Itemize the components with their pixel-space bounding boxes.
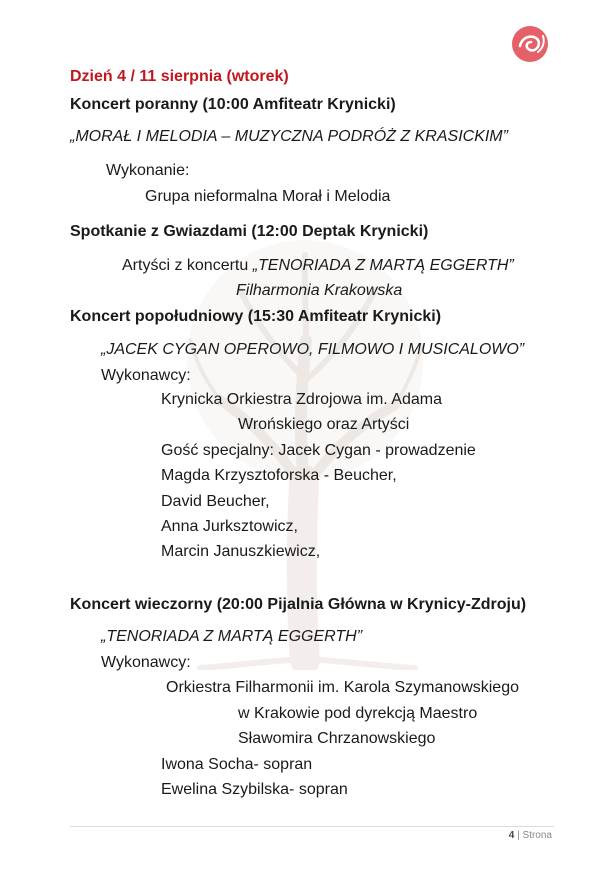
afternoon-performers-label: Wykonawcy: [101, 367, 191, 384]
footer-divider [70, 826, 554, 827]
afternoon-performer-line: Magda Krzysztoforska - Beucher, [161, 467, 397, 484]
evening-performers-label: Wykonawcy: [101, 654, 191, 671]
evening-performer-line: Orkiestra Filharmonii im. Karola Szymanowskiego [166, 679, 519, 696]
evening-performer-line: Ewelina Szybilska- sopran [161, 781, 348, 798]
afternoon-performer-line: Gość specjalny: Jacek Cygan - prowadzenie [161, 442, 476, 459]
meet-stars-org: Filharmonia Krakowska [236, 282, 403, 299]
morning-performers-label: Wykonanie: [106, 162, 190, 179]
meet-stars-artists-prefix: Artyści z koncertu [122, 257, 253, 274]
page-number: 4 [508, 830, 515, 841]
morning-concert-work: „MORAŁ I MELODIA – MUZYCZNA PODRÓŻ Z KRASICKIM” [70, 128, 508, 145]
footer-separator: | [517, 830, 520, 841]
evening-performer-line: Sławomira Chrzanowskiego [238, 730, 436, 747]
afternoon-performer-line: Krynicka Orkiestra Zdrojowa im. Adama [161, 391, 442, 408]
afternoon-concert-work: „JACEK CYGAN OPEROWO, FILMOWO I MUSICALOWO” [101, 341, 525, 358]
afternoon-performer-line: Wrońskiego oraz Artyści [238, 416, 410, 433]
morning-performer: Grupa nieformalna Morał i Melodia [145, 188, 391, 205]
evening-concert-work: „TENORIADA Z MARTĄ EGGERTH” [101, 628, 363, 645]
day-heading: Dzień 4 / 11 sierpnia (wtorek) [70, 68, 289, 85]
afternoon-performer-line: David Beucher, [161, 493, 270, 510]
page-label: Strona [522, 830, 552, 841]
page-footer [509, 830, 552, 841]
meet-stars-title: Spotkanie z Gwiazdami (12:00 Deptak Krynicki) [70, 223, 429, 240]
afternoon-performer-line: Marcin Januszkiewicz, [161, 543, 321, 560]
meet-stars-artists-work: „TENORIADA Z MARTĄ EGGERTH” [252, 257, 514, 274]
meet-stars-artists [122, 256, 514, 276]
festival-logo-icon [508, 24, 552, 64]
evening-performer-line: w Krakowie pod dyrekcją Maestro [238, 705, 478, 722]
morning-concert-title: Koncert poranny (10:00 Amfiteatr Krynicki) [70, 96, 396, 113]
afternoon-performer-line: Anna Jurksztowicz, [161, 518, 298, 535]
evening-concert-title: Koncert wieczorny (20:00 Pijalnia Główna w Krynicy-Zdroju) [70, 596, 527, 613]
afternoon-concert-title: Koncert popołudniowy (15:30 Amfiteatr Krynicki) [70, 308, 442, 325]
evening-performer-line: Iwona Socha- sopran [161, 756, 313, 773]
